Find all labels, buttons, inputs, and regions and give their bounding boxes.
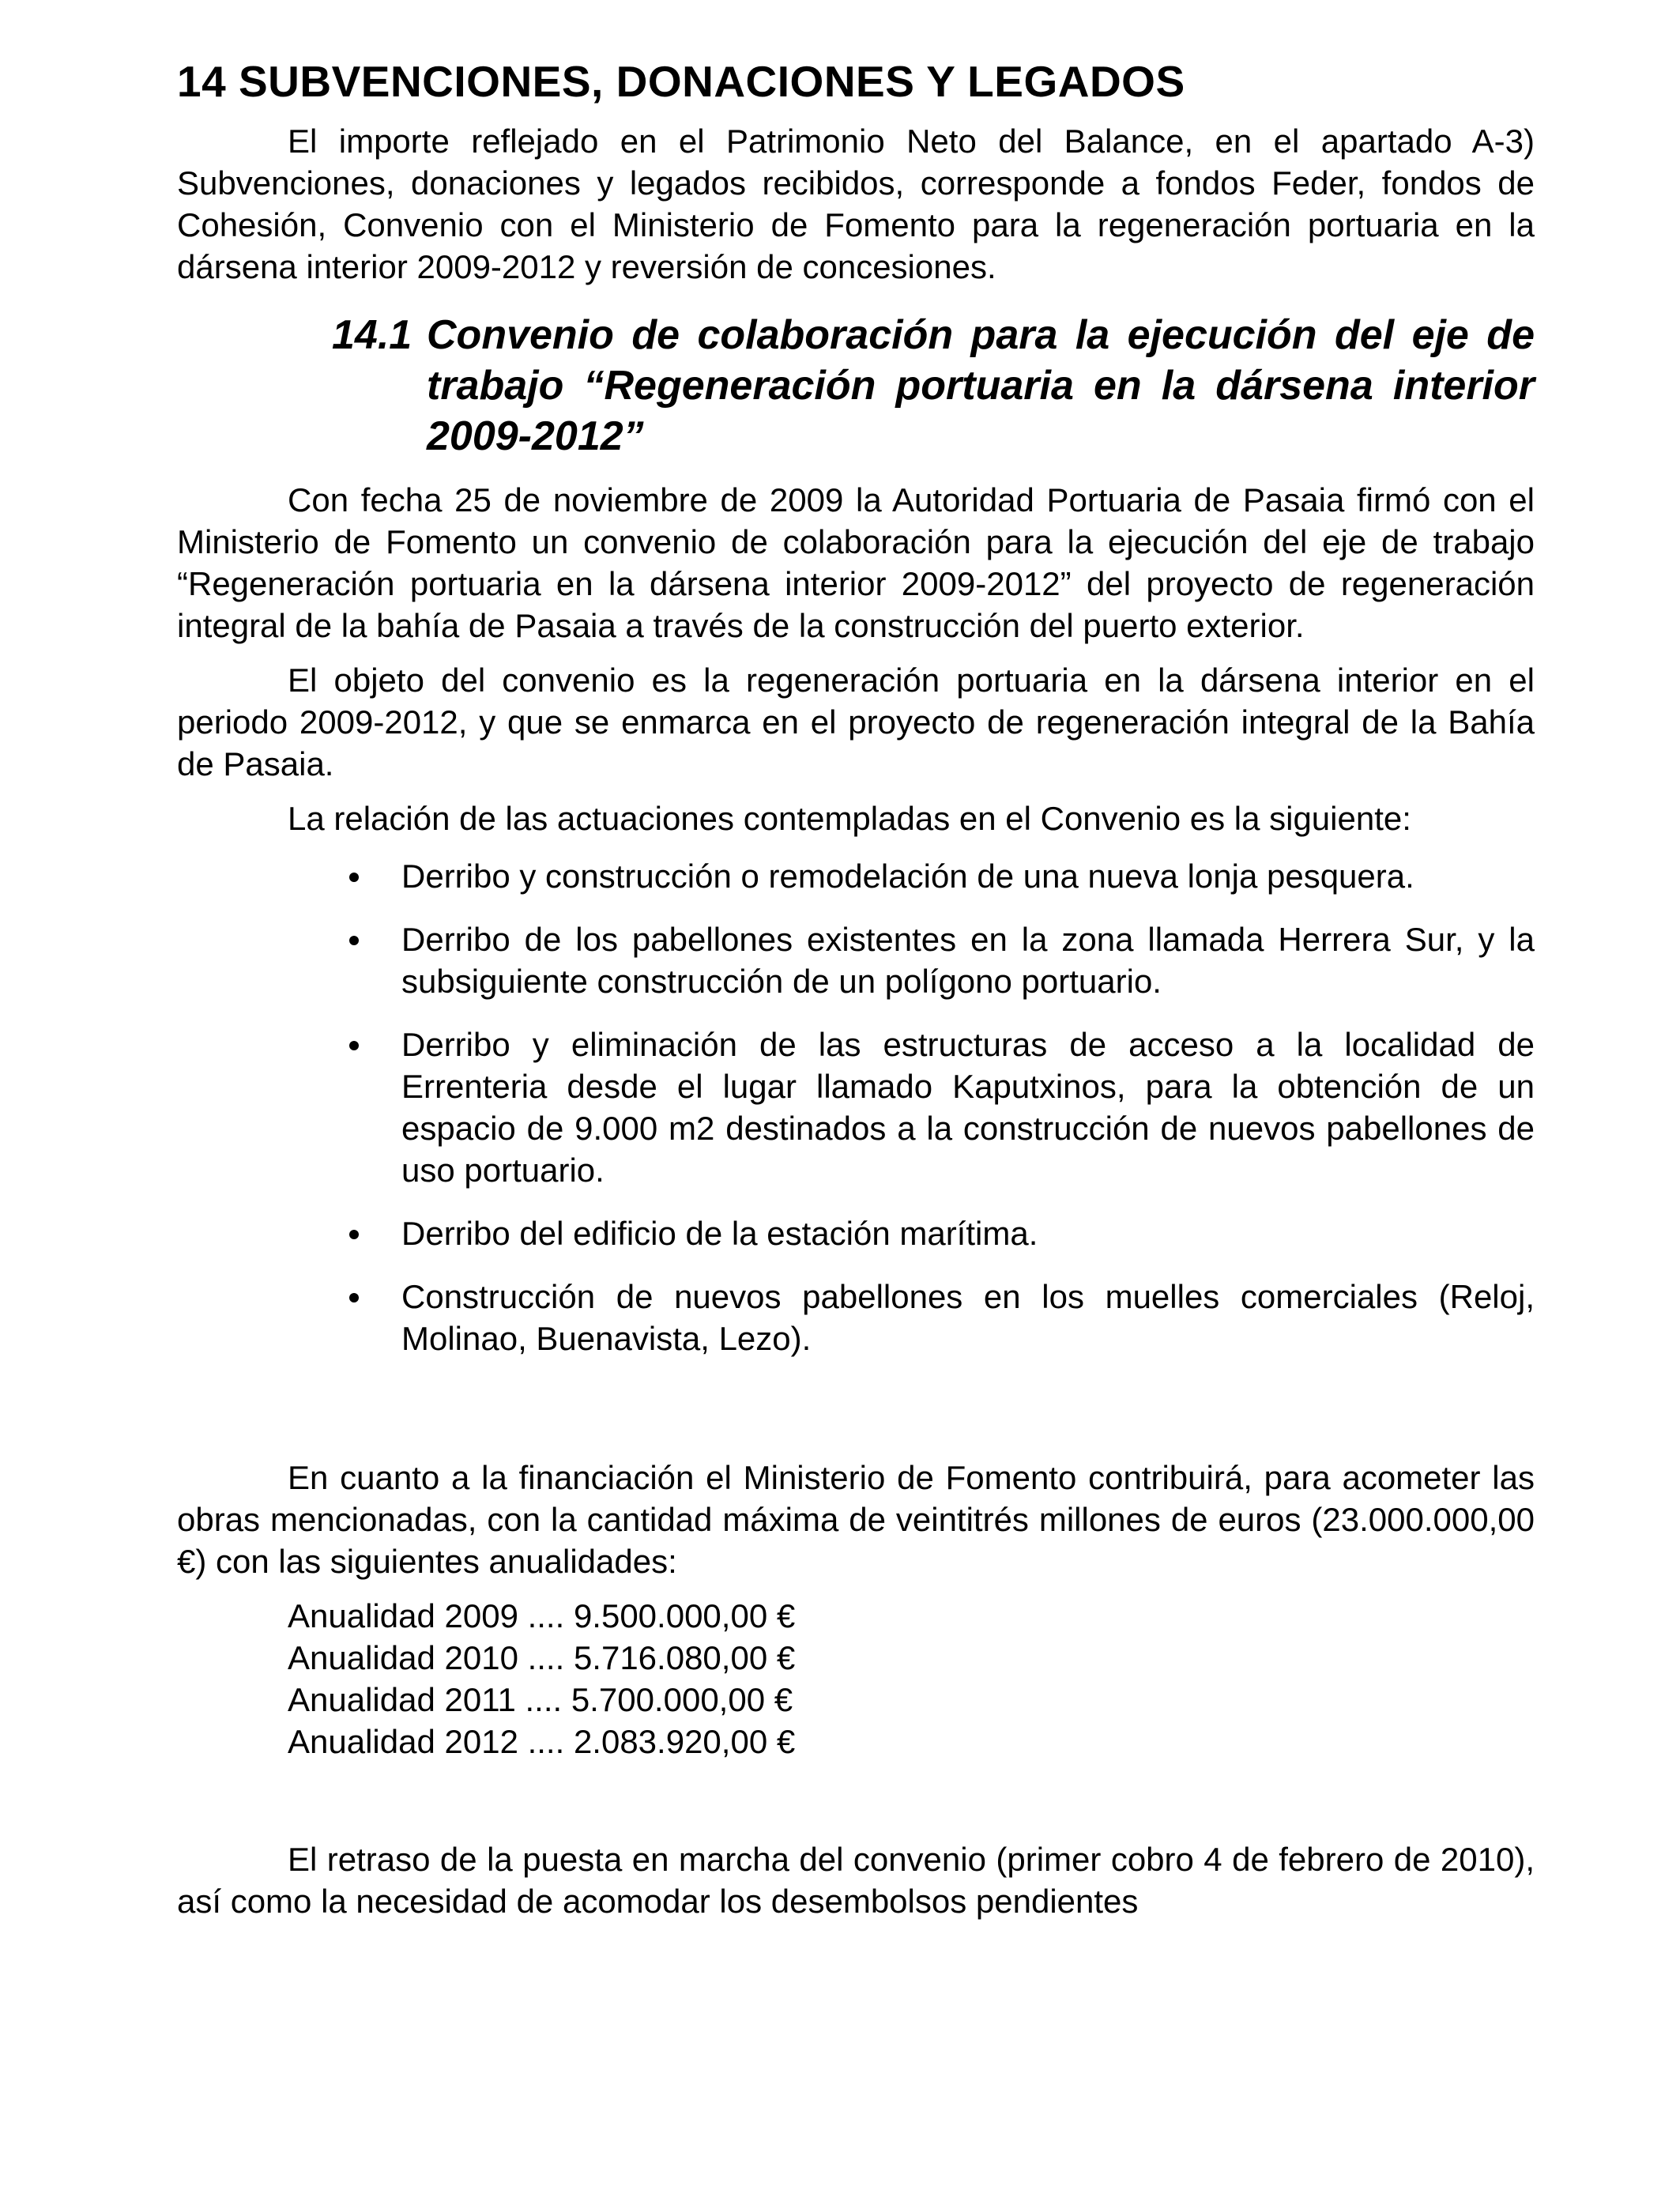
annuity-line: Anualidad 2011 .... 5.700.000,00 € (288, 1681, 793, 1718)
list-item-text: Construcción de nuevos pabellones en los muelles comerciales (Reloj, Molinao, Buenavista, Lezo). (401, 1278, 1535, 1357)
list-item-text: Derribo y eliminación de las estructuras de acceso a la localidad de Errenteria desde el lugar llamado Kaputxinos, para la obtención de un espacio de 9.000 m2 destinados a la construcción de nuevos pabellones de uso portuario. (401, 1026, 1535, 1189)
subsection-number: 14.1 (332, 312, 412, 358)
spacer (177, 1381, 1535, 1457)
bullet-icon (349, 1230, 359, 1239)
list-item-text: Derribo y construcción o remodelación de una nueva lonja pesquera. (401, 858, 1414, 895)
bullet-icon (349, 1293, 359, 1302)
intro-paragraph: El importe reflejado en el Patrimonio Neto del Balance, en el apartado A-3) Subvenciones, donaciones y legados recibidos, corresponde a fondos Feder, fondos de Cohesión, Convenio con el Ministerio de Fomento para la regeneración portuaria en la dársena interior 2009-2012 y reversión de concesiones. (177, 123, 1535, 285)
bullet-icon (349, 936, 359, 945)
bullet-icon (349, 873, 359, 882)
subsection-heading (332, 310, 1535, 462)
annuity-line: Anualidad 2012 .... 2.083.920,00 € (288, 1723, 796, 1760)
spacer (177, 1762, 1535, 1838)
list-item (401, 1276, 1535, 1359)
annuity-line: Anualidad 2010 .... 5.716.080,00 € (288, 1639, 796, 1676)
paragraph-delay: El retraso de la puesta en marcha del convenio (primer cobro 4 de febrero de 2010), así como la necesidad de acomodar los desembolsos pendientes (177, 1841, 1535, 1920)
annuities-list (288, 1595, 1535, 1762)
annuity-line: Anualidad 2009 .... 9.500.000,00 € (288, 1597, 796, 1634)
paragraph-agreement-object: El objeto del convenio es la regeneración portuaria en la dársena interior en el periodo 2009-2012, y que se enmarca en el proyecto de regeneración integral de la Bahía de Pasaia. (177, 662, 1535, 782)
section-heading: 14 SUBVENCIONES, DONACIONES Y LEGADOS (177, 57, 1185, 106)
paragraph-financing: En cuanto a la financiación el Ministerio de Fomento contribuirá, para acometer las obras mencionadas, con la cantidad máxima de veintitrés millones de euros (23.000.000,00 €) con las siguientes anualidades: (177, 1459, 1535, 1580)
list-item (401, 918, 1535, 1002)
paragraph-agreement-date: Con fecha 25 de noviembre de 2009 la Autoridad Portuaria de Pasaia firmó con el Ministerio de Fomento un convenio de colaboración para la ejecución del eje de trabajo “Regeneración portuaria en la dársena interior 2009-2012” del proyecto de regeneración integral de la bahía de Pasaia a través de la construcción del puerto exterior. (177, 481, 1535, 644)
actions-list (177, 855, 1535, 1359)
list-item (401, 1023, 1535, 1191)
list-item-text: Derribo del edificio de la estación marítima. (401, 1215, 1038, 1252)
subsection-title: Convenio de colaboración para la ejecución del eje de trabajo “Regeneración portuaria en la dársena interior 2009-2012” (427, 312, 1535, 459)
list-item (401, 855, 1535, 897)
list-item-text: Derribo de los pabellones existentes en la zona llamada Herrera Sur, y la subsiguiente construcción de un polígono portuario. (401, 921, 1535, 1000)
paragraph-actions-intro: La relación de las actuaciones contempladas en el Convenio es la siguiente: (288, 800, 1411, 837)
list-item (401, 1212, 1535, 1254)
document-page (177, 54, 1535, 1935)
bullet-icon (349, 1041, 359, 1050)
